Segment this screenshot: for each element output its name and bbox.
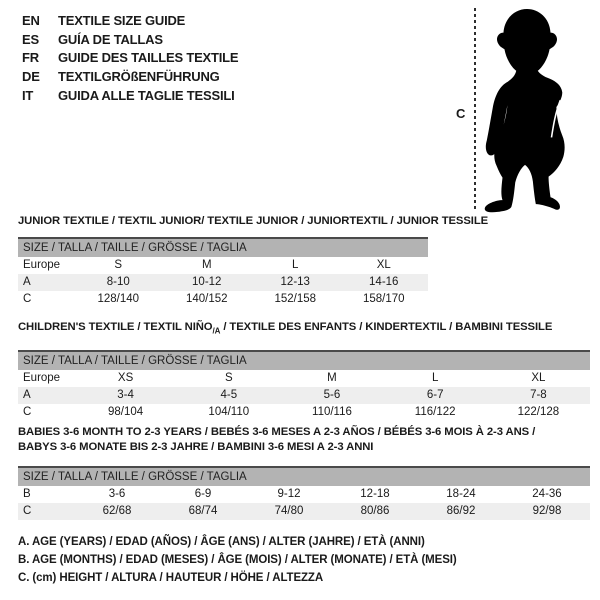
row-label: C <box>23 406 32 418</box>
size-cell: 18-24 <box>446 488 476 500</box>
size-cell: 12-13 <box>251 274 340 291</box>
size-cell: 68/74 <box>160 503 246 520</box>
size-cell: 158/170 <box>362 293 405 305</box>
size-cell: 3-4 <box>74 387 177 404</box>
size-header-label: SIZE / TALLA / TAILLE / GRÖSSE / TAGLIA <box>18 467 590 486</box>
table-row <box>18 370 590 387</box>
size-header-row <box>18 467 590 486</box>
children-heading-pre: CHILDREN'S TEXTILE / TEXTIL NIÑO <box>18 321 213 333</box>
row-label: A <box>18 387 74 404</box>
language-list <box>22 12 238 106</box>
language-title: TEXTILE SIZE GUIDE <box>58 13 186 28</box>
footnote-a: A. AGE (YEARS) / EDAD (AÑOS) / ÂGE (ANS) / ALTER (JAHRE) / ETÀ (ANNI) <box>18 536 425 548</box>
height-dotted-line <box>474 8 476 209</box>
size-cell: 10-12 <box>163 274 252 291</box>
size-cell: 86/92 <box>418 503 504 520</box>
footnotes <box>18 533 457 588</box>
table-row <box>18 257 428 274</box>
table-row <box>18 503 590 520</box>
height-measure-label: C <box>456 106 466 121</box>
size-header-label: SIZE / TALLA / TAILLE / GRÖSSE / TAGLIA <box>18 238 428 257</box>
size-cell: 14-16 <box>340 274 429 291</box>
height-measure-figure <box>450 4 600 216</box>
size-cell: 122/128 <box>517 406 560 418</box>
size-cell: 9-12 <box>277 488 301 500</box>
size-cell: XL <box>531 372 546 384</box>
junior-section-heading: JUNIOR TEXTILE / TEXTIL JUNIOR/ TEXTILE JUNIOR / JUNIORTEXTIL / JUNIOR TESSILE <box>18 215 489 227</box>
row-label: C <box>23 293 32 305</box>
size-cell: S <box>224 372 233 384</box>
size-cell: 74/80 <box>246 503 332 520</box>
language-row-fr <box>22 49 238 68</box>
size-cell: 12-18 <box>360 488 390 500</box>
size-cell: XS <box>117 372 134 384</box>
toddler-silhouette-icon <box>478 6 576 214</box>
size-cell: 110/116 <box>312 406 352 418</box>
size-header-label: SIZE / TALLA / TAILLE / GRÖSSE / TAGLIA <box>18 351 590 370</box>
row-label: Europe <box>23 259 61 271</box>
size-cell: 128/140 <box>97 293 140 305</box>
children-heading-subscript: /A <box>212 326 221 336</box>
children-section-heading <box>18 321 552 335</box>
size-cell: 116/122 <box>414 406 456 418</box>
size-cell: L <box>292 259 299 271</box>
size-header-row <box>18 351 590 370</box>
babies-heading-line2: BABYS 3-6 MONATE BIS 2-3 JAHRE / BAMBINI 3-6 MESI A 2-3 ANNI <box>18 440 374 453</box>
language-title: GUIDA ALLE TAGLIE TESSILI <box>58 87 235 103</box>
table-row <box>18 404 590 421</box>
size-cell: 80/86 <box>332 503 418 520</box>
row-label: C <box>18 503 74 520</box>
size-cell: 24-36 <box>532 488 562 500</box>
size-cell: 8-10 <box>74 274 163 291</box>
size-cell: 3-6 <box>108 488 126 500</box>
size-cell: 62/68 <box>74 503 160 520</box>
babies-section-heading <box>18 425 535 454</box>
row-label: B <box>23 488 31 500</box>
language-code: EN <box>22 13 40 28</box>
language-code: ES <box>22 31 39 47</box>
footnote-c: C. (cm) HEIGHT / ALTURA / HAUTEUR / HÖHE / ALTEZZA <box>18 572 324 585</box>
babies-size-table <box>18 466 590 520</box>
footnote-b: B. AGE (MONTHS) / EDAD (MESES) / ÂGE (MOIS) / ALTER (MONATE) / ETÀ (MESI) <box>18 554 457 567</box>
language-code: IT <box>22 87 34 103</box>
size-cell: 6-7 <box>384 387 487 404</box>
size-cell: S <box>114 259 123 271</box>
size-cell: M <box>201 259 212 271</box>
language-row-en <box>22 12 238 31</box>
size-cell: 104/110 <box>208 406 250 418</box>
size-cell: 4-5 <box>177 387 280 404</box>
language-row-de <box>22 68 238 87</box>
language-title: TEXTILGRÖßENFÜHRUNG <box>58 69 220 85</box>
size-cell: XL <box>376 259 391 271</box>
language-title: GUIDE DES TAILLES TEXTILE <box>58 50 239 66</box>
size-header-row <box>18 238 428 257</box>
size-cell: 92/98 <box>504 503 590 520</box>
row-label: Europe <box>23 372 61 384</box>
language-title: GUÍA DE TALLAS <box>58 31 163 47</box>
size-cell: 98/104 <box>108 406 144 418</box>
table-row <box>18 274 428 291</box>
language-row-it <box>22 87 238 106</box>
babies-heading-line1: BABIES 3-6 MONTH TO 2-3 YEARS / BEBÉS 3-6 MESES A 2-3 AÑOS / BÉBÉS 3-6 MOIS À 2-3 ANS / <box>18 426 536 438</box>
size-cell: 5-6 <box>280 387 383 404</box>
table-row <box>18 486 590 503</box>
size-cell: L <box>431 372 439 384</box>
language-code: DE <box>22 69 40 85</box>
size-cell: 7-8 <box>487 387 590 404</box>
size-cell: 6-9 <box>194 488 212 500</box>
children-size-table <box>18 350 590 421</box>
table-row <box>18 291 428 308</box>
size-cell: 140/152 <box>185 293 228 305</box>
table-row <box>18 387 590 404</box>
children-heading-post: / TEXTILE DES ENFANTS / KINDERTEXTIL / BAMBINI TESSILE <box>220 321 553 333</box>
row-label: A <box>18 274 74 291</box>
language-row-es <box>22 31 238 50</box>
junior-size-table <box>18 237 428 308</box>
size-cell: 152/158 <box>274 293 317 305</box>
size-cell: M <box>327 372 337 384</box>
language-code: FR <box>22 50 39 66</box>
